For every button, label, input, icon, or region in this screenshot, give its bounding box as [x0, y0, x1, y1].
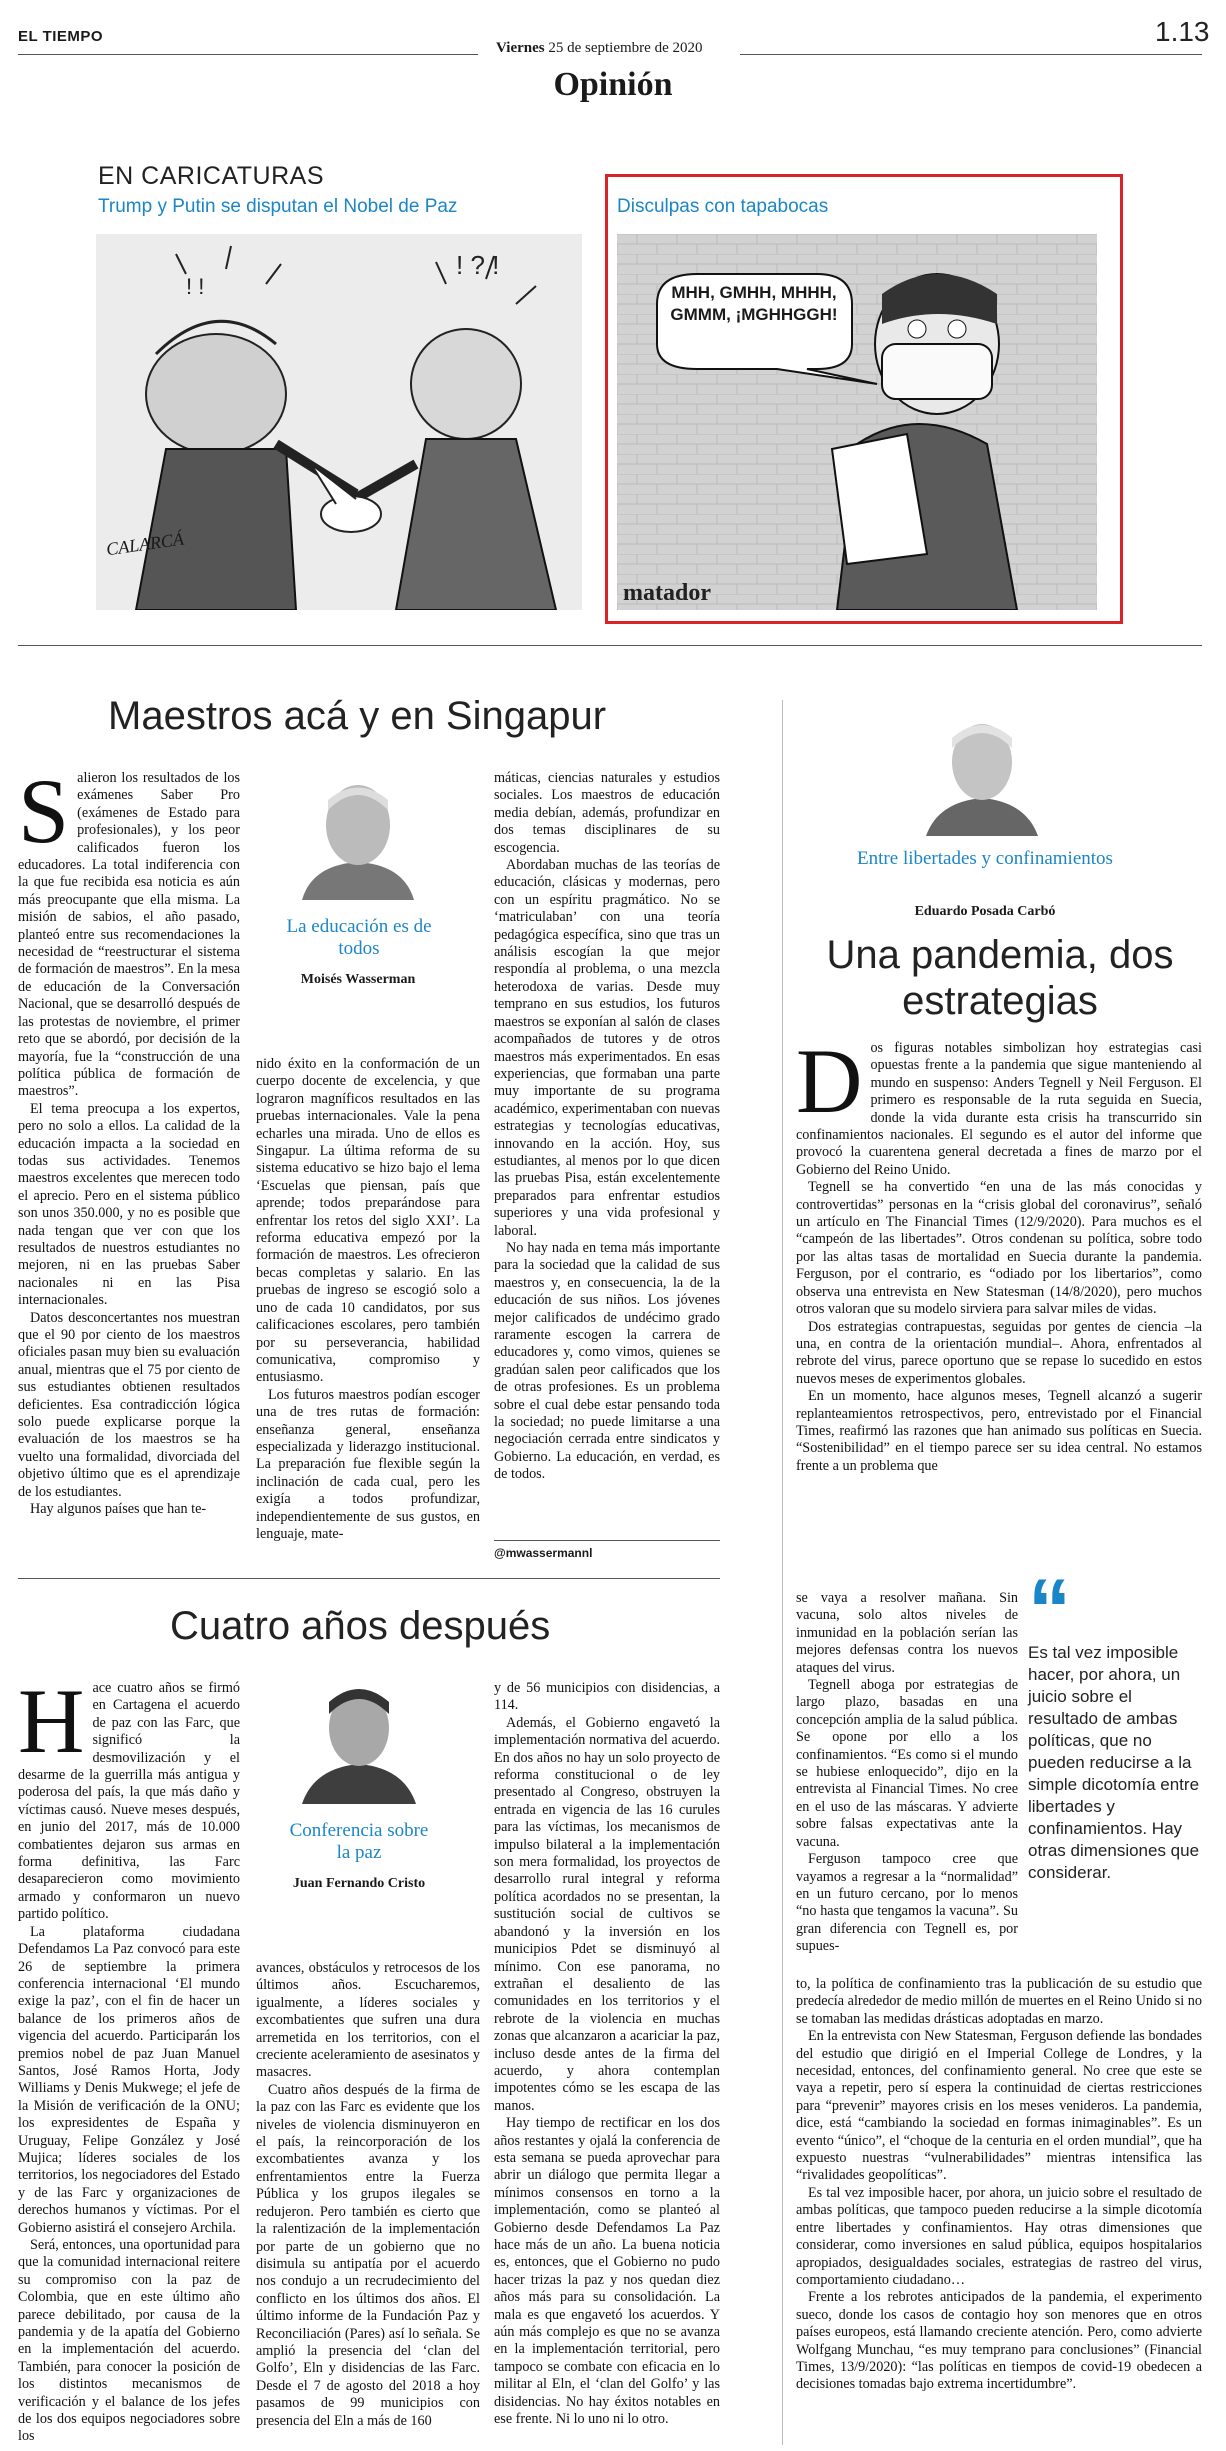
article3-column-2: [256, 1960, 480, 2446]
cartoon-right-signature: matador: [623, 580, 711, 606]
article3-paragraph: ace cuatro años se firmó en Cartagena el acuerdo de paz con las Farc, que significó la desmovilización y el desarme de la guerrilla más antigua y poderosa del país, la que más daño y víctimas causó. Nueve meses después, en junio del 2017, más de 10.000 combatientes dejaron sus armas en forma definitiva, las Farc desaparecieron como movimiento armado y conformaron un nuevo partido político.: [18, 1680, 240, 1923]
cartoon-right: [617, 234, 1097, 610]
article2-column-name: Entre libertades y confinamientos: [857, 848, 1113, 869]
article3-author: Juan Fernando Cristo: [292, 1876, 426, 1891]
cartoon-left: [96, 234, 582, 610]
article1-paragraph: Datos desconcertantes nos muestran que el 90 por ciento de los maestros oficiales pasan muy bien su evaluación anual, mientras que el 75 por ciento de sus estudiantes obtienen resultados deficientes. Esa contradicción lógica solo puede explicarse porque la evaluación de los maestros se ha vuelto una formalidad, divorciada del objetivo último que es el aprendizaje de los estudiantes.: [18, 1309, 240, 1500]
article2-paragraph: Tegnell se ha convertido “en una de las más conocidas y controvertidas” personas en la “crisis global del coronavirus”, señaló un artículo en The Financial Times (12/9/2020). Para muchos es el “campeón de las libertades”. Otros condenan su política, sobre todo por las altas tasas de mortalidad en Suecia durante la pandemia. Ferguson, por el contrario, es “odiado por los libertarios”, como observa una entrevista en New Statesman (14/8/2020), pero muchos otros valoran que su modelo sirviera para salvar miles de vidas.: [796, 1179, 1202, 1318]
article3-paragraph: Será, entonces, una oportunidad para que la comunidad internacional reitere su compromiso con la paz de Colombia, que en este último año parece debilitado, por causa de la pandemia y de la apatía del Gobierno en la implementación del acuerdo. También, para conocer la posición de los distintos mecanismos de verificación y el balance de los jefes de los dos equipos negociadores sobre los: [18, 2237, 240, 2445]
section-title: Opinión: [553, 66, 673, 103]
article3-paragraph: avances, obstáculos y retrocesos de los últimos años. Escucharemos, igualmente, a líderes sociales y excombatientes que sufren una dura arremetida en los territorios, con el creciente aceleramiento de asesinatos y masacres.: [256, 1960, 480, 2081]
article1-author: Moisés Wasserman: [300, 972, 416, 987]
header-rule-right: [740, 54, 1202, 55]
article2-bottom-column: [796, 1976, 1202, 2446]
article2-paragraph: to, la política de confinamiento tras la publicación de su estudio que predecía alrededor de medio millón de muertes en el Reino Unido si no se tomaban las medidas drásticas adoptadas en marzo.: [796, 1976, 1202, 2027]
article2-paragraph: se vaya a resolver mañana. Sin vacuna, solo altos niveles de inmunidad en la población serían las mejores defensas contra los nuevos ataques del virus.: [796, 1590, 1018, 1676]
article3-author-photo: [296, 1676, 422, 1804]
article1-divider: [18, 1578, 720, 1579]
article1-paragraph: No hay nada en tema más importante para la sociedad que la calidad de sus maestros y, en consecuencia, la de la educación de sus niños. Los jóvenes mejor calificados de undécimo grado raramente escogen la carrera de educadores y, como vimos, quienes se gradúan salen peor calificados que los de otras profesiones. Es un problema sobre el cual debe estar pensando toda la sociedad; no puede limitarse a una negociación cerrada entre sindicatos y Gobierno. La educación, en verdad, es de todos.: [494, 1239, 720, 1483]
article1-paragraph: Hay algunos países que han te-: [30, 1501, 207, 1518]
article1-column-2: [256, 1056, 480, 1562]
article2-dropcap: D: [796, 1040, 863, 1132]
issue-date: [496, 40, 702, 57]
cartoon-left-signature: CALARCÁ: [104, 528, 185, 560]
cartoon-left-illustration: [96, 234, 582, 610]
cartoon-right-bubble-text: MHH, GMHH, MHHH, GMMM, ¡MGHHGGH!: [670, 283, 838, 324]
column-separator: [782, 700, 783, 2445]
article2-narrow-column: [796, 1590, 1018, 1976]
article2-author: Eduardo Posada Carbó: [914, 904, 1056, 919]
article3-paragraph: y de 56 municipios con disidencias, a 114.: [494, 1680, 720, 1714]
author-photo-placeholder: [918, 710, 1046, 836]
author-photo-placeholder: [296, 1676, 422, 1804]
article3-paragraph: Además, el Gobierno engavetó la implementación normativa del acuerdo. En dos años no hay un solo proyecto de reforma constitucional o de ley presentado al Congreso, obstruyen la entrada en vigencia de las 16 curules para las víctimas, los mecanismos de impulso bilateral a la implementación son mera formalidad, los proyectos de desarrollo rural integral y reforma política acordados no se presentan, la sustitución social de cultivos se abandonó y la inversión en los municipios Pdet se disminuyó al mínimo. Con ese panorama, no extrañan el desaliento de las comunidades en los territorios y el rebrote de la violencia en muchas zonas que alcanzaron a acariciar la paz, incluso desde antes de la firma del acuerdo, y ahora contemplan impotentes cómo se les escapa de las manos.: [494, 1714, 720, 2114]
newspaper-logo: EL TIEMPO: [18, 28, 104, 45]
article1-paragraph: Los futuros maestros podían escoger una de tres rutas de formación: enseñanza general, enseñanza especializada y liderazgo institucional. La preparación fue flexible según la inclinación de cada cual, pero les exigía a todos profundizar, independientemente de sus gustos, en lenguaje, mate-: [256, 1386, 480, 1542]
article3-column-3: [494, 1680, 720, 2446]
article1-author-photo: [292, 770, 424, 900]
quote-icon: “: [1028, 1562, 1071, 1658]
article3-column-1: [18, 1680, 240, 2446]
article2-paragraph: Es tal vez imposible hacer, por ahora, un juicio sobre el resultado de ambas políticas, que tampoco pueden reducirse a la simple dicotomía entre libertades y confinamientos. Hay otras dimensiones que considerar, como inversiones en salud pública, equipos hospitalarios apropiados, desigualdades sociales, estrategias de rastreo del virus, comportamiento ciudadano…: [796, 2184, 1202, 2288]
article1-column-3: [494, 770, 720, 1530]
author-photo-placeholder: [292, 770, 424, 900]
article3-dropcap: H: [18, 1680, 85, 1772]
article2-paragraph: Ferguson tampoco cree que vayamos a regresar a la “normalidad” en un futuro cercano, por lo menos “no hasta que tengamos la vacuna”. Su gran diferencia con Tegnell es, por supues-: [796, 1851, 1018, 1955]
article3-paragraph: La plataforma ciudadana Defendamos La Paz convocó para este 26 de septiembre la primera conferencia internacional ‘El mundo exige la paz’, con el fin de hacer un balance de los primeros años de vigencia del acuerdo. Participarán los premios nobel de paz Juan Manuel Santos, José Ramos Horta, Jody Williams y Denis Mukwege; el jefe de la Misión de verificación de la ONU; los expresidentes de España y Uruguay, Felipe González y José Mujica; líderes sociales de los territorios, los negociadores del Estado y de las Farc y organizaciones de derechos humanos y víctimas. Por el Gobierno asistirá el consejero Archila.: [18, 1923, 240, 2236]
article1-column-1: [18, 770, 240, 1562]
article1-paragraph: El tema preocupa a los expertos, pero no solo a ellos. La calidad de la educación impacta a la sociedad en todas sus actividades. Tenemos maestros excelentes que merecen todo el aprecio. Pero en el sistema público son unos 350.000, y no es posible que nada tengan que ver con que los resultados de nuestros estudiantes no mejoren, ni en las pruebas Saber nacionales ni en las Pisa internacionales.: [18, 1100, 240, 1309]
page-number: 1.13: [1155, 16, 1210, 47]
article1-paragraph: máticas, ciencias naturales y estudios sociales. Los maestros de educación media debían, además, profundizar en dos temas disciplinares de su escogencia.: [494, 770, 720, 856]
article2-headline: Una pandemia, dos estrategias: [826, 933, 1174, 1023]
article2-paragraph: os figuras notables simbolizan hoy estrategias casi opuestas frente a la pandemia que sigue manteniendo al mundo en suspenso: Anders Tegnell y Neil Ferguson. El primero es responsable de la ruta seguida en Suecia, donde la vida durante esta crisis ha transcurrido sin confinamientos nacionales. El segundo es el autor del informe que provocó la cuarentena general decretada a fines de marzo por el Gobierno del Reino Unido.: [796, 1040, 1202, 1178]
article1-paragraph: Abordaban muchas de las teorías de educación, clásicas y modernas, pero con un espíritu pragmático. No se ‘matriculaban’ con una teoría pedagógica específica, sino que tras un análisis escogían la que mejor respondía al problema, o una mezcla heterodoxa de varias. Desde muy temprano en sus estudios, los futuros maestros se exponían al salón de clases acompañados de tutores y de otros maestros más experimentados. En esas experiencias, que formaban una parte muy importante de su programa académico, experimentaban con nuevas estrategias y tecnologías educativas, innovando en la acción. Hoy, sus estudiantes, al menos por lo que dicen las pruebas Pisa, están excelentemente preparados para enfrentar estudios superiores y una vida profesional y laboral.: [494, 857, 720, 1239]
cartoon-left-title: Trump y Putin se disputan el Nobel de Paz: [98, 196, 458, 217]
article1-handle[interactable]: @mwassermannl: [494, 1546, 593, 1560]
article2-top-column: [796, 1040, 1202, 1590]
pull-quote-text: Es tal vez imposible hacer, por ahora, un juicio sobre el resultado de ambas políticas, que no pueden reducirse a la simple dicotomía entre libertades y confinamientos. Hay otras dimensiones que considerar.: [1028, 1643, 1200, 1882]
header-rule: [18, 54, 478, 55]
article3-headline: Cuatro años después: [170, 1604, 551, 1648]
cartoons-divider: [18, 645, 1202, 646]
issue-date-day: Viernes: [496, 40, 545, 56]
article2-paragraph: Dos estrategias contrapuestas, seguidas por gentes de ciencia –la una, en contra de la orientación mundial–. Ahora, enfrentados al rebrote del virus, parece oportuno que se repase lo sucedido en estos nuevos meses de experimentos globales.: [796, 1318, 1202, 1387]
svg-text:! ? !: ! ? !: [456, 250, 500, 280]
article1-headline: Maestros acá y en Singapur: [108, 694, 607, 738]
issue-date-rest: 25 de septiembre de 2020: [548, 40, 703, 56]
cartoons-kicker: EN CARICATURAS: [98, 162, 325, 190]
article3-paragraph: Cuatro años después de la firma de la paz con las Farc es evidente que los niveles de violencia disminuyeron en el país, la reincorporación de los excombatientes avanza y los enfrentamientos entre la Fuerza Pública y los grupos ilegales se redujeron. Pero también es cierto que la ralentización de la implementación por parte de un gobierno que no disimula su antipatía por el acuerdo nos condujo a un recrudecimiento del conflicto en los últimos dos años. El último informe de la Fundación Paz y Reconciliación (Pares) así lo señala. Se amplió la presencia del ‘clan del Golfo’, Eln y disidencias de las Farc. Desde el 7 de agosto del 2018 a hoy pasamos de 99 municipios con presencia del Eln a más de 160: [256, 2081, 480, 2429]
article1-dropcap: S: [18, 770, 70, 862]
article1-paragraph: alieron los resultados de los exámenes Saber Pro (exámenes de Estado para profesionales), y los peor calificados fueron los educadores. La total indiferencia con la que fue recibida esa noticia es aún más preocupante que ella misma. La misión de sabios, el año pasado, planteó entre sus recomendaciones la necesidad de “reestructurar el sistema de formación de maestros”. En la mesa de educación de la Conversación Nacional, que se desarrolló después de las protestas de noviembre, el primer reto que se abordó, por decisión de la mayoría, fue la “construcción de una política pública de formación de maestros”.: [18, 770, 240, 1100]
article2-author-photo: [918, 710, 1046, 836]
svg-text:! !: ! !: [186, 274, 205, 299]
pull-quote: [1028, 1562, 1204, 1884]
article2-paragraph: En la entrevista con New Statesman, Ferguson defiende las bondades del estudio que dirigió en el Imperial College de Londres, y la necesidad, entonces, del confinamiento general. No cree que este se vaya a repetir, pero sí espera la continuidad de ciertas restricciones para “prevenir” mayores crisis en los meses venideros. La pandemia, dice, está “cambiando la sociedad en formas inimaginables”. Es un evento “único”, el “choque de la centuria en el orden mundial”, que ha expuesto nuestras “vulnerabilidades” mientras intensifica las “rivalidades geopolíticas”.: [796, 2028, 1202, 2184]
article2-paragraph: Frente a los rebrotes anticipados de la pandemia, el experimento sueco, donde los casos de contagio hoy son menores que en otros países europeos, está llamando creciente atención. Pero, como advierte Wolfgang Munchau, “es muy temprano para conclusiones” (Financial Times, 13/9/2020): “las políticas en tiempos de covid-19 obedecen a decisiones tomadas bajo extrema incertidumbre”.: [796, 2289, 1202, 2393]
article3-paragraph: Hay tiempo de rectificar en los dos años restantes y ojalá la conferencia de esta semana se pueda aprovechar para abrir un diálogo que permita llegar a mínimos consensos en torno a la implementación, como se planteó al Gobierno desde Defendamos La Paz hace más de un año. La buena noticia es, entonces, que el Gobierno no pudo hacer trizas la paz y nos quedan diez años más para su consolidación. La mala es que engavetó los acuerdos. Y aún más complejo es que no se avanza en la implementación territorial, pero tampoco se combate con eficacia en lo militar al Eln, el ‘clan del Golfo’ y las disidencias. No hay éxitos notables en ese frente. Ni lo uno ni lo otro.: [494, 2115, 720, 2428]
article2-paragraph: Tegnell aboga por estrategias de largo plazo, basadas en una concepción amplia de la salud pública. Se opone por ello a los confinamientos. “Es como si el mundo se hubiese enloquecido”, dijo en la entrevista al Financial Times. No cree en el uso de las máscaras. Y advierte sobre falsas expectativas ante la vacuna.: [796, 1677, 1018, 1850]
article1-paragraph: nido éxito en la conformación de un cuerpo docente de excelencia, y que lograron magníficos resultados en las pruebas internacionales. Vale la pena echarles una mirada. Uno de ellos es Singapur. La última reforma de su sistema educativo se hizo bajo el lema ‘Escuelas que piensan, país que aprende; todos preparándose para enfrentar los retos del siglo XXI’. La reforma educativa empezó por la formación de maestros. Les ofrecieron becas completas y salario. En las pruebas de ingreso se escogió solo a uno de cada 10 candidatos, por sus calificaciones escolares, pero también por su perseverancia, habilidad comunicativa, compromiso y entusiasmo.: [256, 1056, 480, 1386]
cartoon-right-title: Disculpas con tapabocas: [617, 196, 829, 217]
article2-paragraph: En un momento, hace algunos meses, Tegnell alcanzó a sugerir replanteamientos retrospectivos, pero, entrevistado por el Financial Times, reafirmó las razones que han animado sus políticas en Suecia. “Sostenibilidad” en el tiempo parece ser su idea central. No estamos frente a un problema que: [796, 1388, 1202, 1474]
article3-column-name: Conferencia sobre la paz: [289, 1820, 429, 1863]
article1-column-name: La educación es de todos: [286, 916, 432, 959]
article1-handle-rule: [494, 1540, 720, 1541]
